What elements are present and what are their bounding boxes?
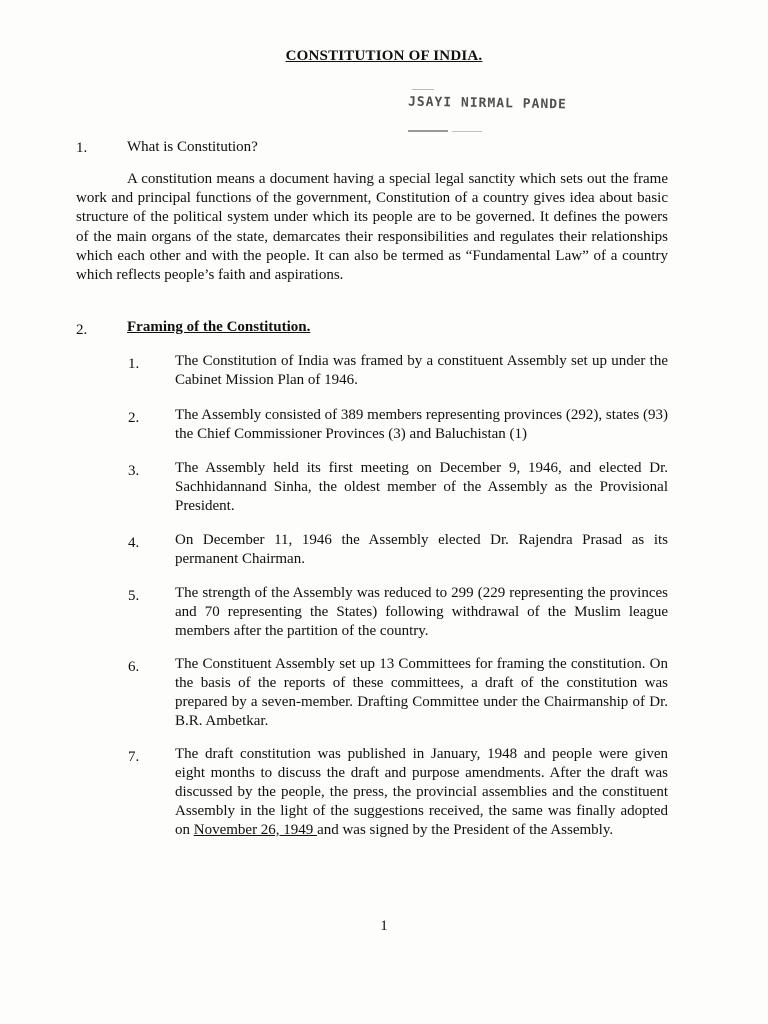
- list-item: [175, 745, 668, 840]
- list-item-number: 6.: [128, 659, 140, 675]
- list-item-number: 5.: [128, 588, 140, 604]
- stamp-mark: [412, 89, 434, 90]
- section-heading: What is Constitution?: [127, 139, 258, 155]
- list-item-text: and was signed by the President of the Assembly.: [317, 822, 614, 838]
- list-item-text: The draft constitution was published in January, 1948 and people were given eight months to discuss the draft and purpose amendments. After the draft was discussed by the people, the press, the provincial assemblies and the constituent Assembly in the light of the suggestions received, the same was finally adopted on: [175, 746, 668, 838]
- list-item: The strength of the Assembly was reduced to 299 (229 representing the provinces and 70 representing the States) following withdrawal of the Muslim league members after the partition of the country.: [175, 585, 668, 639]
- list-item: On December 11, 1946 the Assembly elected Dr. Rajendra Prasad as its permanent Chairman.: [175, 532, 668, 567]
- stamp: JSAYI NIRMAL PANDE: [407, 94, 568, 113]
- page-number: 1: [380, 918, 388, 934]
- list-item-number: 7.: [128, 749, 140, 765]
- section-number: 1.: [76, 140, 88, 156]
- page-title: CONSTITUTION OF INDIA.: [285, 48, 483, 64]
- section-number: 2.: [76, 322, 88, 338]
- list-item: The Constitution of India was framed by a constituent Assembly set up under the Cabinet Mission Plan of 1946.: [175, 353, 668, 388]
- list-item: The Assembly held its first meeting on December 9, 1946, and elected Dr. Sachhidannand Sinha, the oldest member of the Assembly as the Provisional President.: [175, 460, 668, 514]
- stamp-mark: [408, 130, 448, 132]
- list-item: The Assembly consisted of 389 members representing provinces (292), states (93) the Chief Commissioner Provinces (3) and Baluchistan (1): [175, 407, 668, 442]
- list-item: The Constituent Assembly set up 13 Committees for framing the constitution. On the basis of the reports of these committees, a draft of the constitution was prepared by a seven-member. Drafting Committee under the Chairmanship of Dr. B.R. Ambetkar.: [175, 656, 668, 729]
- section-heading: Framing of the Constitution.: [127, 319, 311, 335]
- list-item-number: 2.: [128, 410, 140, 426]
- section-paragraph: A constitution means a document having a special legal sanctity which sets out the frame work and principal functions of the government, Constitution of a country gives idea about basic structure of the political system under which its people are to be governed. It defines the powers of the main organs of the state, demarcates their responsibilities and regulates their relationships which each other and with the people. It can also be termed as “Fundamental Law” of a country which reflects people’s faith and aspirations.: [76, 171, 668, 284]
- list-item-number: 3.: [128, 463, 140, 479]
- list-item-number: 4.: [128, 535, 140, 551]
- list-item-number: 1.: [128, 356, 140, 372]
- stamp-mark: [452, 131, 482, 132]
- adoption-date: November 26, 1949: [193, 822, 318, 838]
